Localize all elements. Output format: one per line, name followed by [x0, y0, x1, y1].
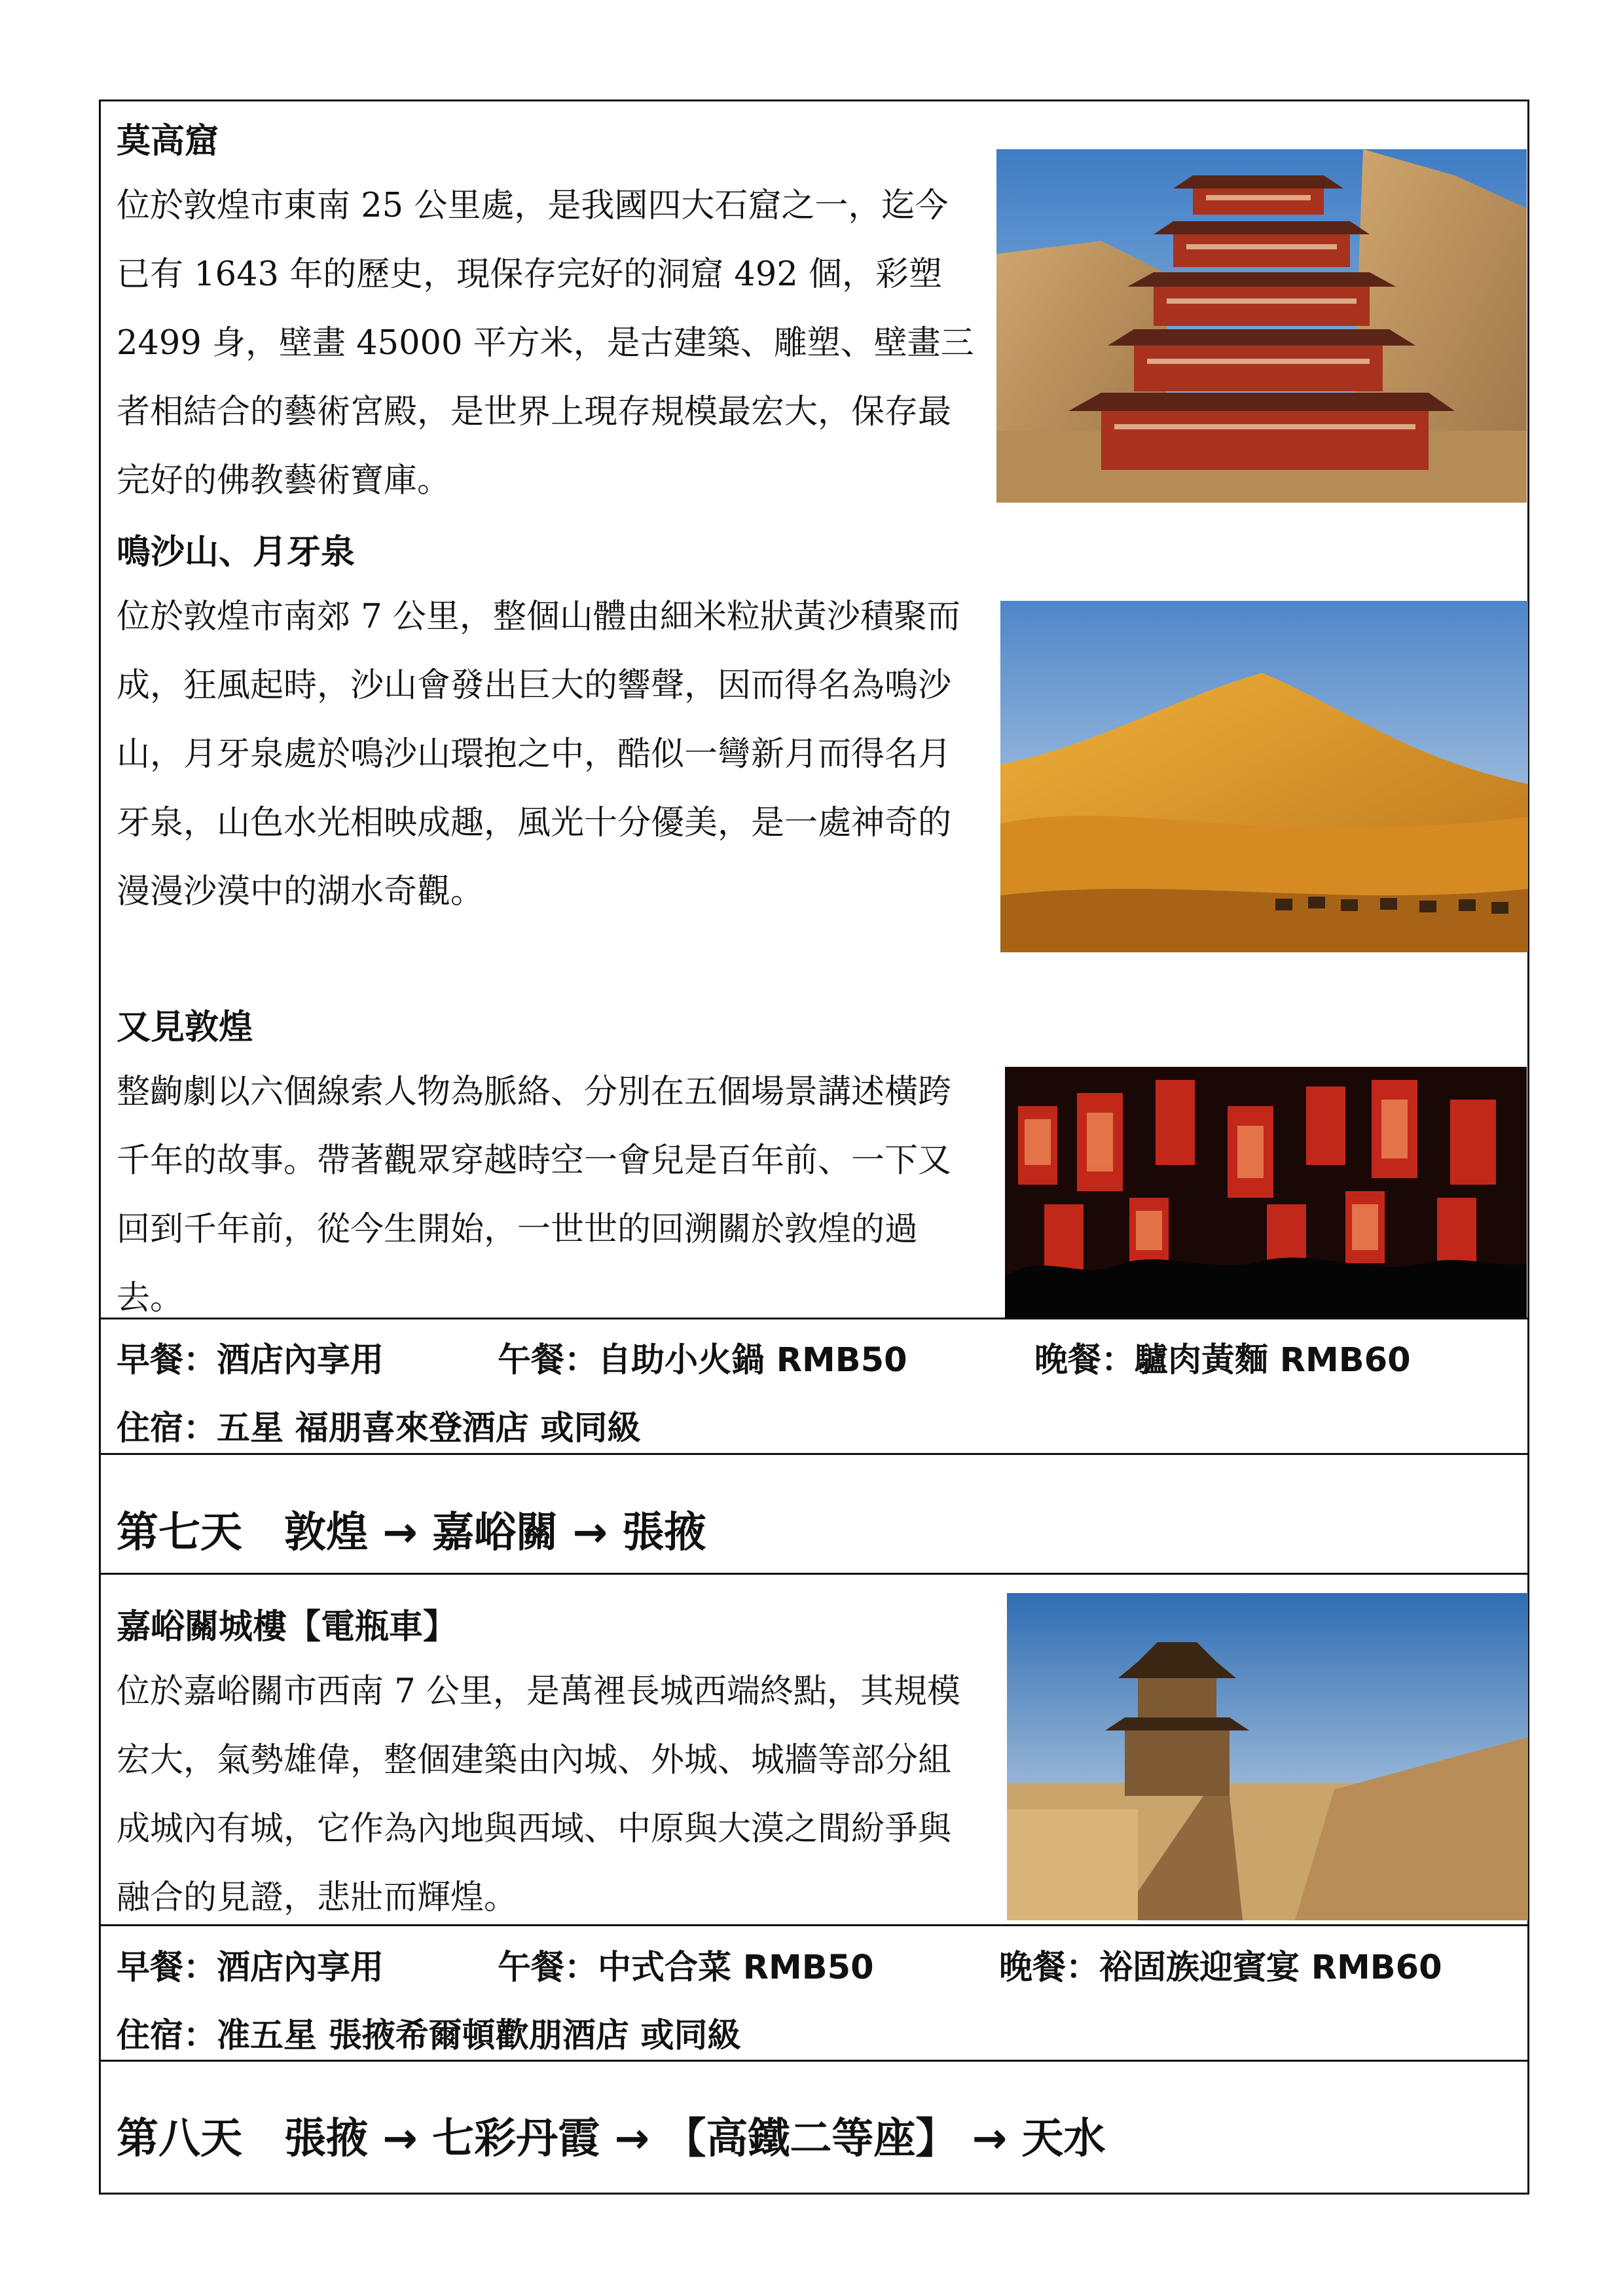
- lunch-label: 午餐：自助小火鍋 RMB50: [498, 1341, 907, 1380]
- lunch-label: 午餐：中式合菜 RMB50: [498, 1948, 874, 1987]
- day7-heading: 第七天 敦煌 → 嘉峪關 → 張掖: [117, 1509, 706, 1557]
- theatre-stage-photo: [1005, 1067, 1527, 1318]
- section-body-mogao: 位於敦煌市東南 25 公里處，是我國四大石窟之一，迄今已有 1643 年的歷史，現保存完好的洞窟 492 個，彩塑 2499 身，壁畫 45000 平方米，是古建築、雕塑、壁畫三者相結合的藝術宮殿，是世界上現存規模最宏大，保存最完好的佛教藝術寶庫。: [117, 187, 974, 500]
- section-body-show: 整齣劇以六個線索人物為脈絡、分別在五個場景講述橫跨千年的故事。帶著觀眾穿越時空一會兒是百年前、一下又回到千年前，從今生開始，一世世的回溯關於敦煌的過去。: [117, 1073, 952, 1318]
- divider: [99, 1573, 1529, 1575]
- section-body-mingsha: 位於敦煌市南郊 7 公里，整個山體由細米粒狀黃沙積聚而成，狂風起時，沙山會發出巨大的響聲，因而得名為鳴沙山，月牙泉處於鳴沙山環抱之中，酷似一彎新月而得名月牙泉，山色水光相映成趣，風光十分優美，是一處神奇的漫漫沙漠中的湖水奇觀。: [117, 598, 960, 911]
- breakfast-label: 早餐：酒店內享用: [117, 1948, 384, 1987]
- desert-dunes-photo: [1000, 601, 1528, 952]
- section-body-jiayuguan: 位於嘉峪關市西南 7 公里，是萬裡長城西端終點，其規模宏大，氣勢雄偉，整個建築由內城、外城、城牆等部分組成城內有城，它作為內地與西域、中原與大漠之間紛爭與融合的見證，悲壯而輝煌。: [117, 1672, 960, 1917]
- dinner-label: 晚餐：驢肉黃麵 RMB60: [1034, 1341, 1411, 1380]
- section-title-mogao: 莫高窟: [117, 122, 219, 161]
- section-title-show: 又見敦煌: [117, 1008, 253, 1047]
- pagoda-photo: [996, 149, 1527, 503]
- hotel-label-day7: 住宿：准五星 張掖希爾頓歡朋酒店 或同級: [117, 2017, 741, 2055]
- dinner-label: 晚餐：裕固族迎賓宴 RMB60: [999, 1948, 1442, 1987]
- section-title-mingsha: 鳴沙山、月牙泉: [117, 533, 356, 572]
- divider: [99, 1453, 1529, 1455]
- day8-heading: 第八天 張掖 → 七彩丹霞 → 【高鐵二等座】 → 天水: [117, 2115, 1106, 2163]
- breakfast-label: 早餐：酒店內享用: [117, 1341, 384, 1380]
- fortress-tower-photo: [1007, 1593, 1528, 1920]
- hotel-label-day6: 住宿：五星 福朋喜來登酒店 或同級: [117, 1409, 641, 1448]
- section-title-jiayuguan: 嘉峪關城樓【電瓶車】: [117, 1607, 458, 1647]
- divider: [99, 2060, 1529, 2062]
